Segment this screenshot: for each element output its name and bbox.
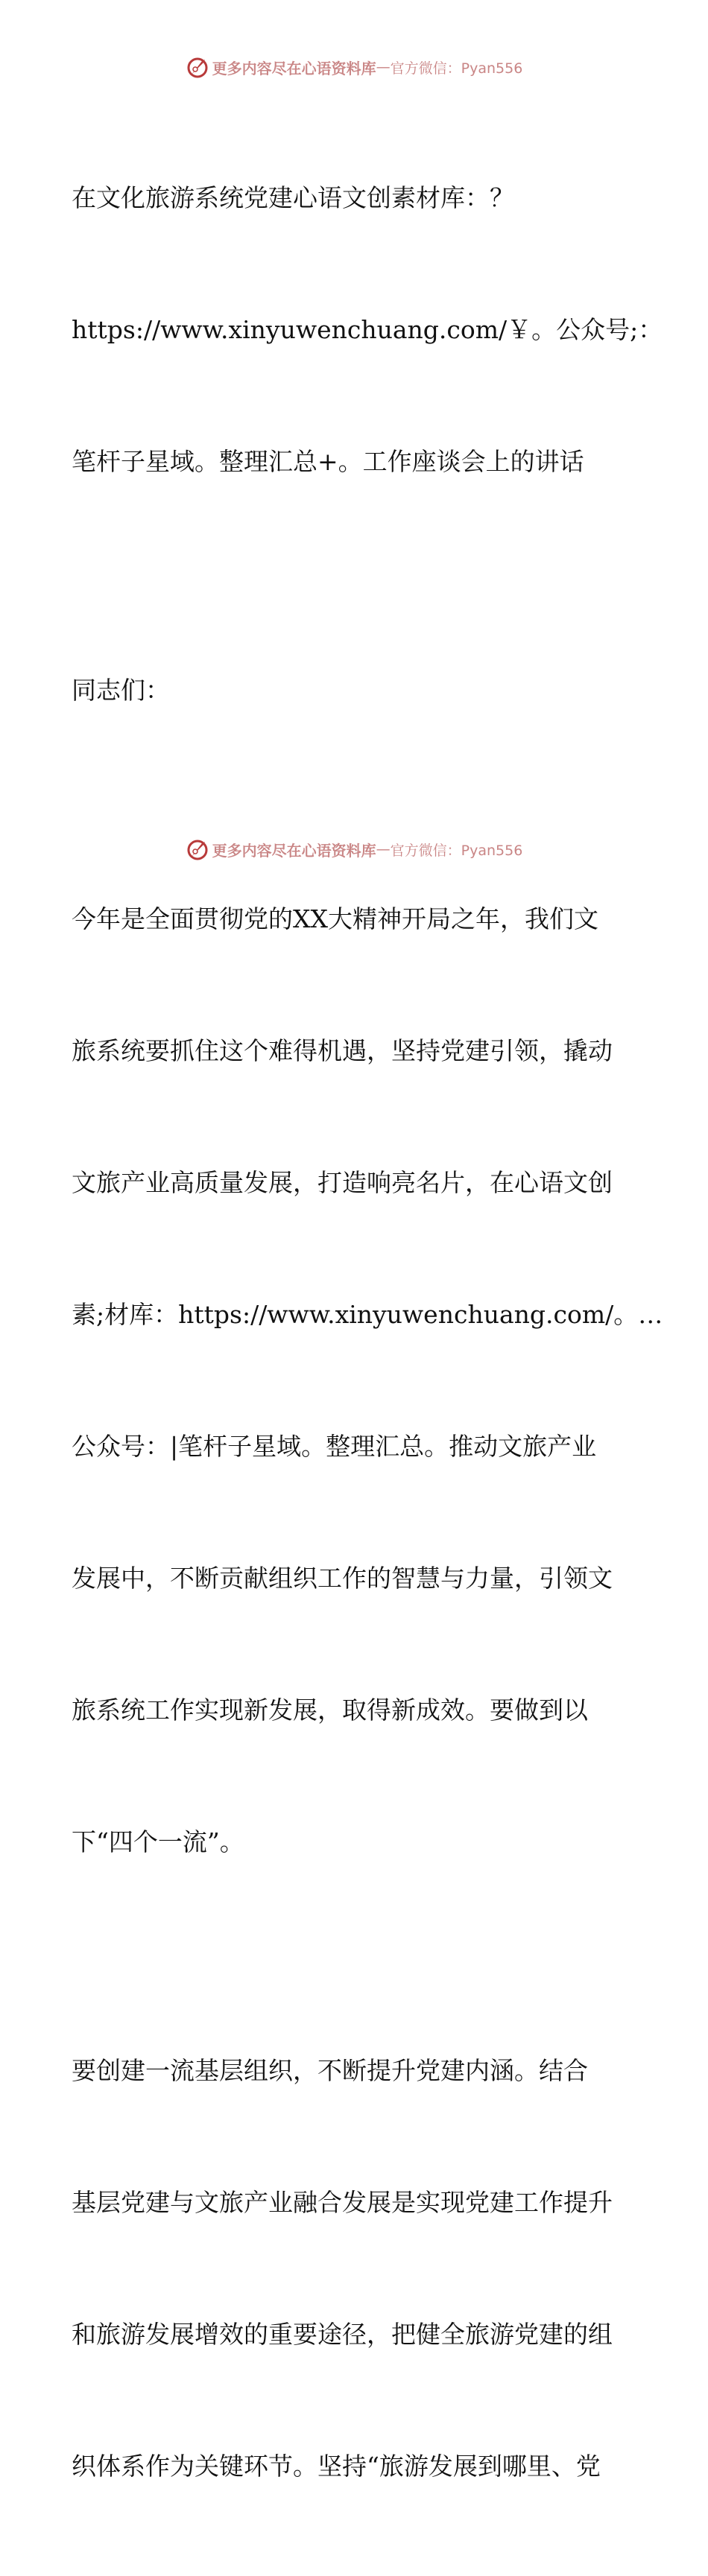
footer-banner-contact: 官方微信：Pyan556 [390, 842, 523, 859]
paragraph-intro [72, 809, 663, 1952]
paragraph-grassroots [72, 1961, 638, 2576]
paragraph-line: 公众号：|笔杆子星域。整理汇总。推动文旅产业 [72, 1432, 597, 1461]
paragraph-line: 今年是全面贯彻党的XX大精神开局之年，我们文 [72, 904, 598, 933]
quill-logo-icon [186, 837, 209, 861]
paragraph-line: 下“四个一流”。 [72, 1827, 244, 1856]
quill-logo-icon [186, 55, 209, 79]
footer-banner-separator: — [376, 841, 391, 857]
footer-banner-brand: 更多内容尽在心语资料库 [212, 841, 376, 860]
header-banner [0, 54, 708, 80]
title-line: https://www.xinyuwenchuang.com/￥。公众号;： [72, 315, 663, 344]
document-body [72, 88, 663, 2576]
header-banner-separator: — [376, 59, 391, 75]
header-banner-brand: 更多内容尽在心语资料库 [212, 59, 376, 77]
salutation-text: 同志们： [72, 676, 170, 705]
paragraph-line: 素;材库：https://www.xinyuwenchuang.com/。… [72, 1300, 663, 1329]
paragraph-line: 旅系统工作实现新发展，取得新成效。要做到以 [72, 1695, 588, 1725]
paragraph-line: 要创建一流基层组织，不断提升党建内涵。结合 [72, 2056, 588, 2085]
paragraph-line: 基层党建与文旅产业融合发展是实现党建工作提升 [72, 2188, 613, 2217]
title-line: 笔杆子星域。整理汇总+。工作座谈会上的讲话 [72, 447, 584, 476]
paragraph-line: 文旅产业高质量发展，打造响亮名片，在心语文创 [72, 1168, 613, 1197]
paragraph-line: 旅系统要抓住这个难得机遇，坚持党建引领，撬动 [72, 1036, 613, 1065]
title-line: 在文化旅游系统党建心语文创素材库：？ [72, 183, 514, 212]
paragraph-line: 和旅游发展增效的重要途径，把健全旅游党建的组 [72, 2320, 613, 2349]
paragraph-line: 织体系作为关键环节。坚持“旅游发展到哪里、党 [72, 2452, 601, 2481]
header-banner-contact: 官方微信：Pyan556 [390, 60, 523, 77]
footer-banner [0, 836, 708, 863]
document-title [72, 88, 663, 571]
paragraph-line: 发展中，不断贡献组织工作的智慧与力量，引领文 [72, 1564, 613, 1593]
salutation [72, 580, 638, 800]
